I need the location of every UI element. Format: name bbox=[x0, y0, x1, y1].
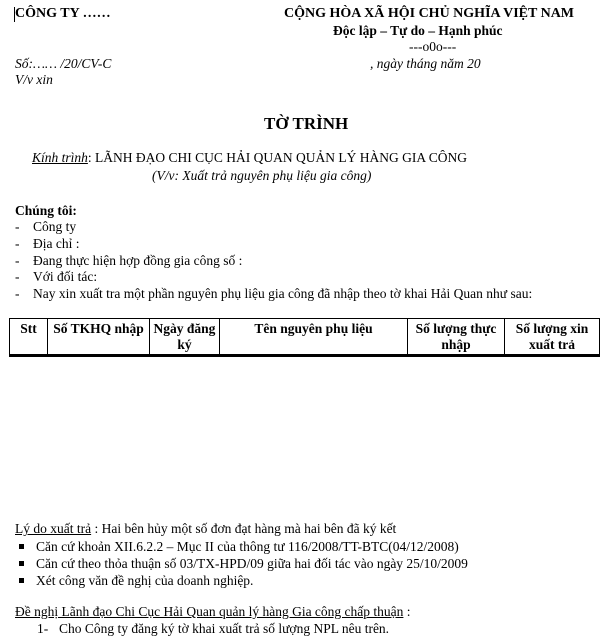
recipient-label: Kính trình bbox=[32, 150, 88, 165]
document-number: Số:…… /20/CV-C bbox=[15, 56, 112, 71]
request-item: 1- Cho Công ty đăng ký tờ khai xuất trả số lượng NPL nêu trên. bbox=[37, 621, 390, 636]
recipient-line bbox=[32, 150, 467, 166]
request-label: Đề nghị Lãnh đạo Chi Cục Hải Quan quản lý hàng Gia công chấp thuận bbox=[15, 604, 404, 619]
list-item: Căn cứ theo thỏa thuận số 03/TX-HPD/09 giữa hai đối tác vào ngày 25/10/2009 bbox=[19, 555, 468, 572]
col-header-material-name: Tên nguyên phụ liệu bbox=[220, 319, 408, 355]
table-cell-merged[interactable] bbox=[48, 356, 600, 357]
recipient-subject: (V/v: Xuất trả nguyên phụ liệu gia công) bbox=[152, 168, 372, 183]
request-colon: : bbox=[403, 604, 411, 619]
col-header-register-date: Ngày đăng ký bbox=[150, 319, 220, 355]
col-header-return-qty: Số lượng xin xuất trả bbox=[505, 319, 600, 355]
intro-item: - Với đối tác: bbox=[15, 269, 98, 284]
reason-list bbox=[19, 538, 468, 589]
request-line bbox=[15, 604, 411, 620]
recipient-name: : LÃNH ĐẠO CHI CỤC HẢI QUAN QUẢN LÝ HÀNG GIA CÔNG bbox=[87, 150, 467, 165]
reason-text: : Hai bên hủy một số đơn đạt hàng mà hai bên đã ký kết bbox=[91, 521, 397, 536]
col-header-stt: Stt bbox=[10, 319, 48, 355]
motto: Độc lập – Tự do – Hạnh phúc bbox=[333, 23, 503, 38]
intro-item: - Nay xin xuất tra một phần nguyên phụ liệu gia công đã nhập theo tờ khai Hải Quan như sau: bbox=[15, 286, 533, 301]
list-item: Xét công văn đề nghị của doanh nghiệp. bbox=[19, 572, 468, 589]
table-header-row bbox=[10, 319, 600, 355]
table-row bbox=[10, 356, 600, 357]
col-header-imported-qty: Số lượng thực nhập bbox=[408, 319, 505, 355]
company-name: CÔNG TY …… bbox=[15, 6, 111, 21]
table-cell[interactable] bbox=[10, 356, 48, 357]
document-title: TỜ TRÌNH bbox=[264, 114, 349, 133]
date-line: , ngày tháng năm 20 bbox=[370, 56, 481, 71]
materials-table bbox=[9, 318, 600, 357]
intro-item: - Đang thực hiện hợp đồng gia công số : bbox=[15, 253, 243, 268]
intro-label: Chúng tôi: bbox=[15, 203, 77, 218]
reason-label: Lý do xuất trả bbox=[15, 521, 92, 536]
reason-line bbox=[15, 521, 396, 537]
republic-heading: CỘNG HÒA XÃ HỘI CHỦ NGHĨA VIỆT NAM bbox=[284, 6, 575, 21]
motto-separator: ---o0o--- bbox=[409, 39, 457, 54]
col-header-declaration-no: Số TKHQ nhập bbox=[48, 319, 150, 355]
intro-item: - Địa chỉ : bbox=[15, 236, 80, 251]
list-item: Căn cứ khoản XII.6.2.2 – Mục II của thông tư 116/2008/TT-BTC(04/12/2008) bbox=[19, 538, 468, 555]
subject-short: V/v xin bbox=[15, 72, 53, 87]
intro-item: - Công ty bbox=[15, 219, 77, 234]
